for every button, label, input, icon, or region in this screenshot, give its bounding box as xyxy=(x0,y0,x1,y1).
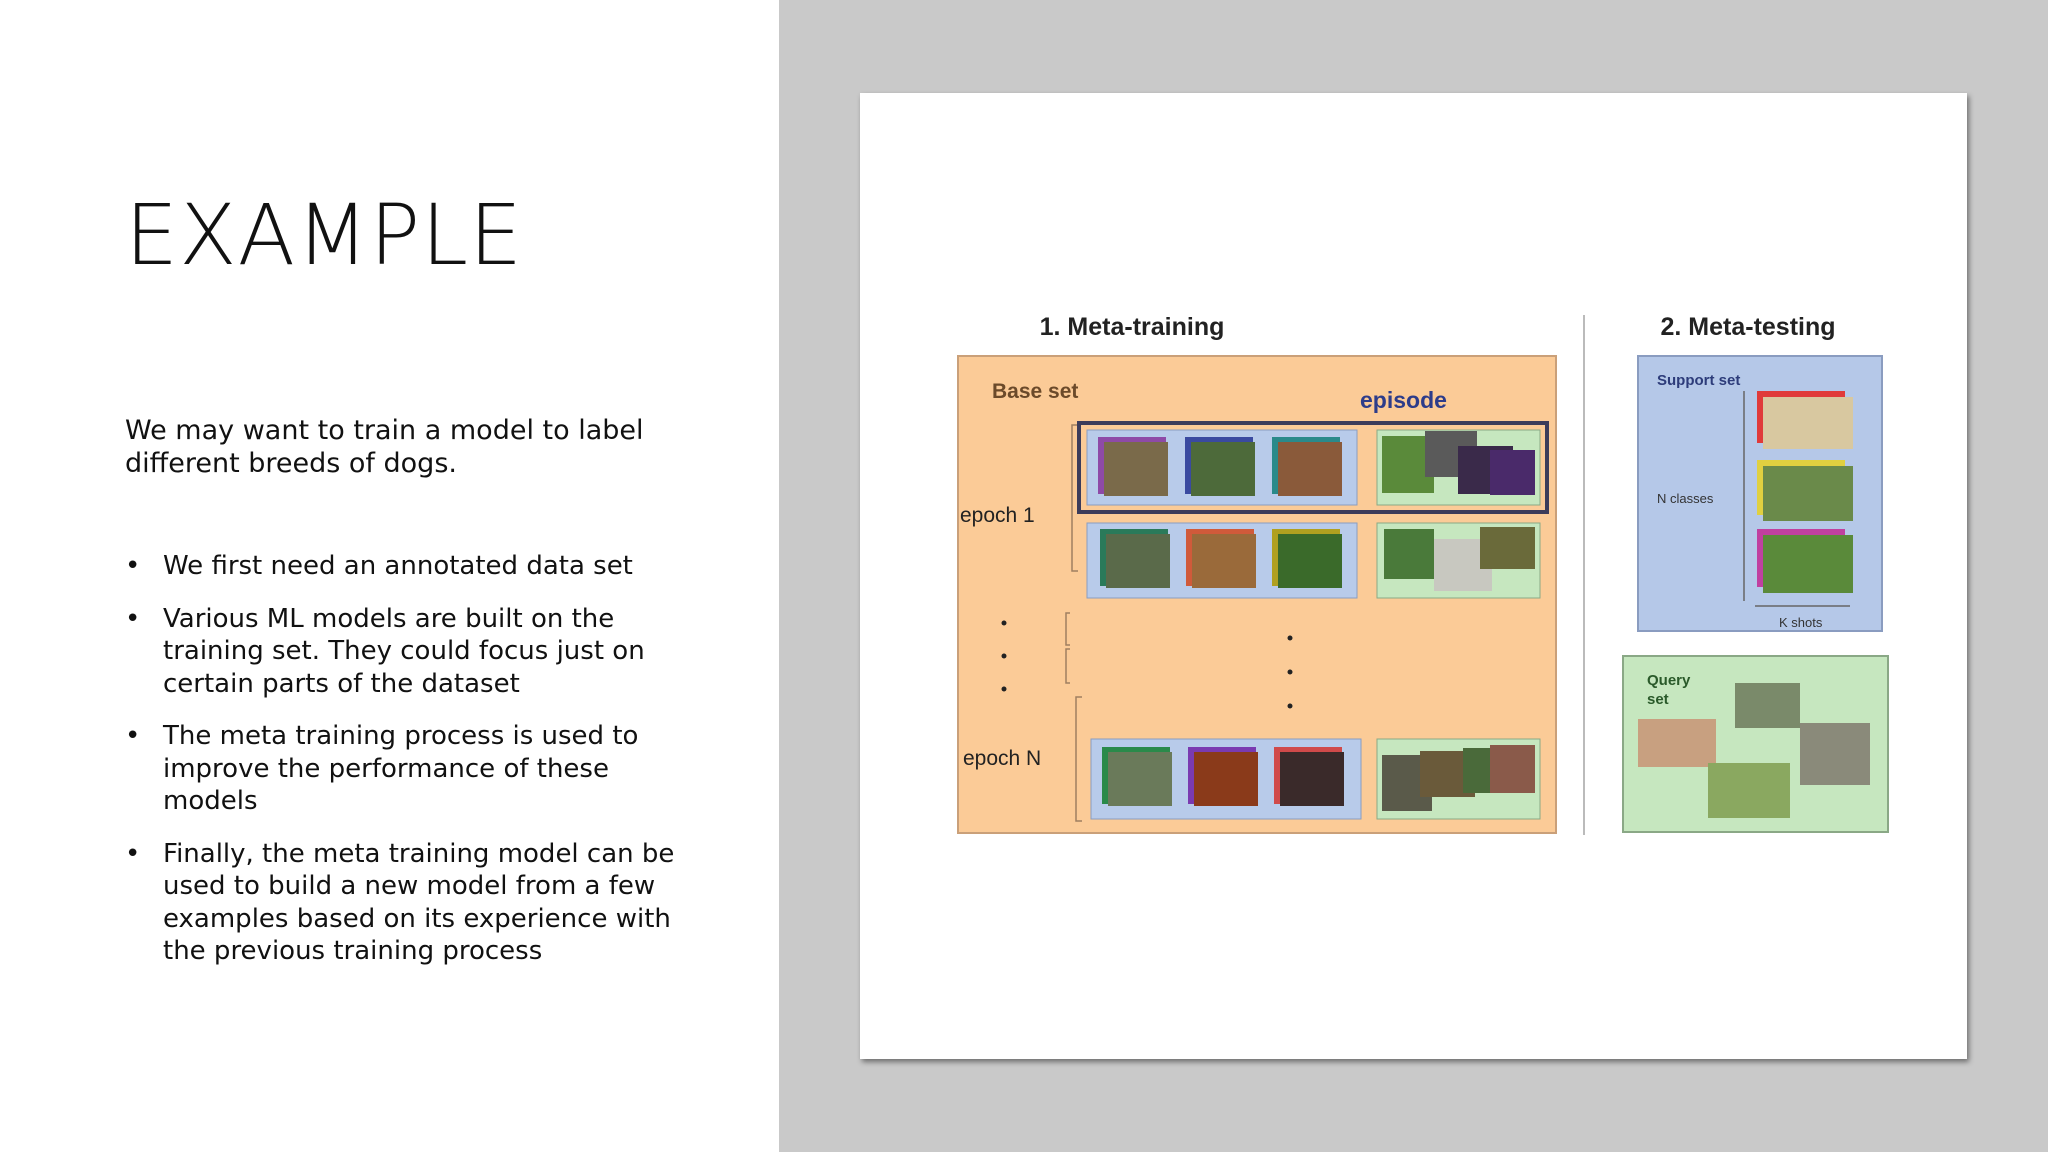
dog-thumbnail xyxy=(1708,763,1790,818)
dog-thumbnail xyxy=(1278,534,1342,588)
dog-thumbnail xyxy=(1480,527,1535,569)
figure-card xyxy=(860,93,1967,1059)
episode-label: episode xyxy=(1360,387,1447,413)
dog-thumbnail xyxy=(1490,450,1535,495)
ellipsis-dot xyxy=(1002,654,1007,659)
dog-thumbnail xyxy=(1763,397,1853,449)
dog-thumbnail xyxy=(1384,529,1434,579)
dog-thumbnail xyxy=(1278,442,1342,496)
bullet-dot-icon: • xyxy=(125,838,141,869)
bullet-item xyxy=(125,720,705,818)
meta-learning-diagram xyxy=(860,93,1967,1059)
n-classes-label: N classes xyxy=(1657,491,1714,506)
dog-thumbnail xyxy=(1191,442,1255,496)
dog-thumbnail xyxy=(1280,752,1344,806)
slide-title: EXAMPLE xyxy=(125,186,524,284)
dog-thumbnail xyxy=(1104,442,1168,496)
base-set-label: Base set xyxy=(992,380,1079,403)
dog-thumbnail xyxy=(1763,466,1853,521)
dog-thumbnail xyxy=(1108,752,1172,806)
dog-thumbnail xyxy=(1106,534,1170,588)
support-set-label: Support set xyxy=(1657,372,1741,389)
dog-thumbnail xyxy=(1735,683,1800,728)
ellipsis-dot xyxy=(1002,621,1007,626)
bullet-text: Various ML models are built on the training set. They could focus just on certain parts of the dataset xyxy=(163,603,645,699)
epoch1-label: epoch 1 xyxy=(960,504,1035,527)
bullet-list xyxy=(125,550,705,988)
meta-training-title: 1. Meta-training xyxy=(1039,313,1225,341)
bullet-item xyxy=(125,550,705,583)
meta-testing-title: 2. Meta-testing xyxy=(1660,313,1836,341)
bullet-dot-icon: • xyxy=(125,551,141,581)
dog-thumbnail xyxy=(1800,723,1870,785)
dog-thumbnail xyxy=(1192,534,1256,588)
dog-thumbnail xyxy=(1763,535,1853,593)
intro-text: We may want to train a model to label different breeds of dogs. xyxy=(125,415,644,479)
ellipsis-dot xyxy=(1288,704,1293,709)
bullet-text: The meta training process is used to improve the performance of these models xyxy=(163,721,639,816)
text-panel xyxy=(0,0,779,1152)
bullet-dot-icon: • xyxy=(125,721,141,751)
dog-thumbnail xyxy=(1638,719,1716,767)
query-set-label-line2: set xyxy=(1647,691,1669,708)
dog-thumbnail xyxy=(1490,745,1535,793)
k-shots-label: K shots xyxy=(1779,615,1823,630)
dog-thumbnail xyxy=(1194,752,1258,806)
ellipsis-dot xyxy=(1002,687,1007,692)
ellipsis-dot xyxy=(1288,670,1293,675)
bullet-item xyxy=(125,838,705,968)
bullet-dot-icon: • xyxy=(125,603,141,634)
bullet-text: Finally, the meta training model can be used to build a new model from a few examples based on its experience with the previous training process xyxy=(163,838,675,966)
query-set-label-line1: Query xyxy=(1647,672,1691,689)
bullet-text: We first need an annotated data set xyxy=(163,551,633,581)
ellipsis-dot xyxy=(1288,636,1293,641)
epochN-label: epoch N xyxy=(963,747,1042,770)
bullet-item xyxy=(125,603,705,701)
